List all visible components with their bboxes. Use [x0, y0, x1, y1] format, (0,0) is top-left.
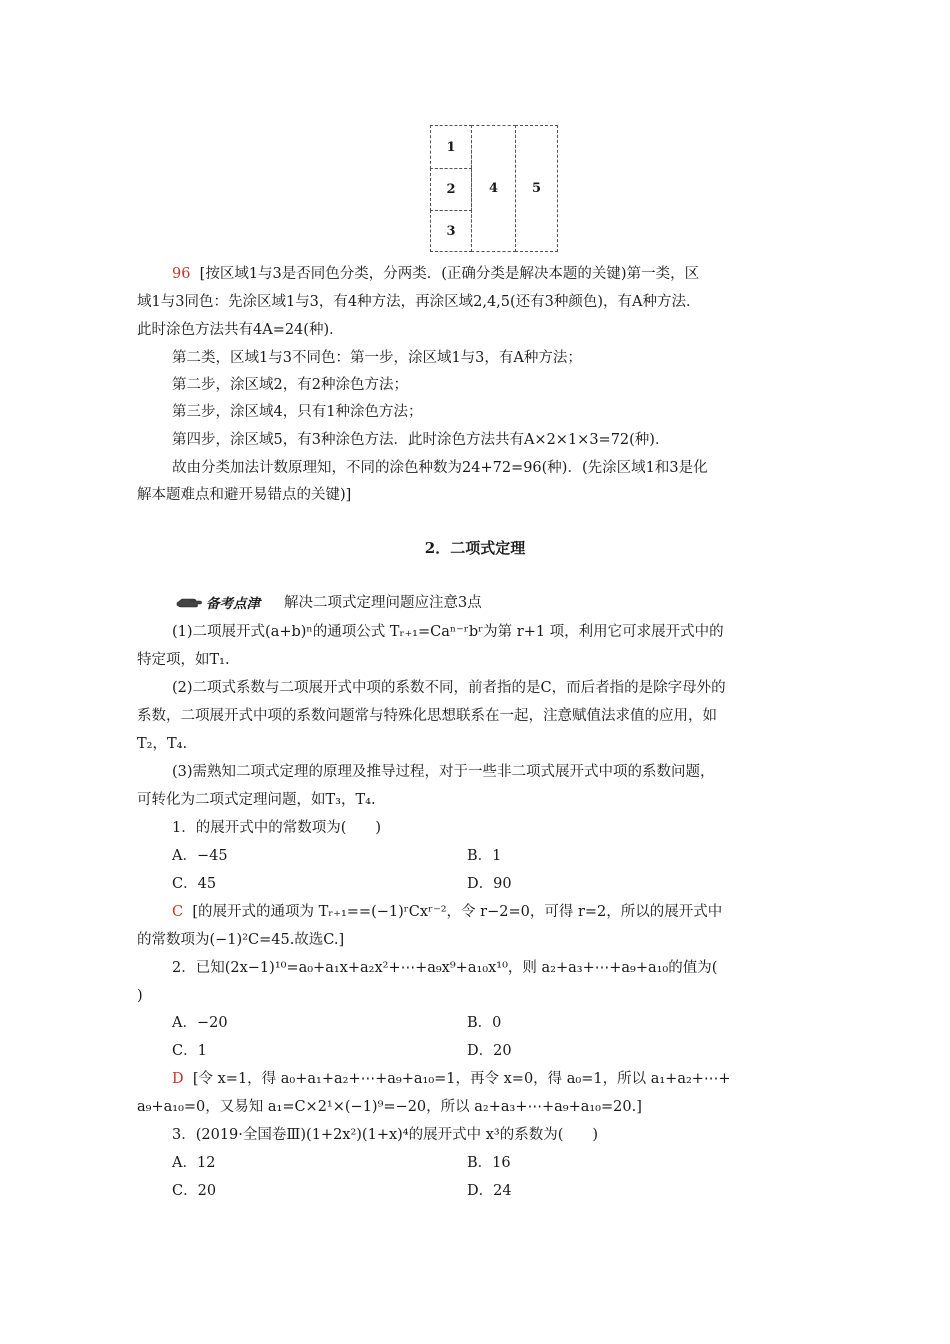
region-5	[515, 125, 558, 252]
region-3	[430, 210, 472, 252]
tip-p3b: 可转化为二项式定理问题，如T₃，T₄.	[137, 792, 376, 808]
answer1-line1	[172, 264, 699, 284]
q2-option-c: C．1	[172, 1043, 207, 1059]
q3-option-d: D．24	[467, 1183, 512, 1199]
section-title: 2．二项式定理	[424, 539, 526, 557]
answer1-line7: 第四步，涂区域5，有3种涂色方法．此时涂色方法共有A×2×1×3=72(种)．	[172, 432, 670, 448]
tip-header	[176, 591, 482, 612]
answer1-line8: 故由分类加法计数原理知，不同的涂色种数为24+72=96(种)．(先涂区域1和3是化	[172, 460, 708, 476]
q2-option-d: D．20	[467, 1043, 512, 1059]
answer1-text1: [按区域1与3是否同色分类，分两类．(正确分类是解决本题的关键)第一类，区	[199, 266, 700, 282]
tip-p2a: (2)二项式系数与二项展开式中项的系数不同，前者指的是C，而后者指的是除字母外的	[172, 680, 726, 696]
q1-option-d: D．90	[467, 876, 512, 892]
tip-label: 备考点津	[206, 595, 260, 612]
tip-p1b: 特定项，如T₁.	[137, 652, 230, 668]
q1-solution-line2: 的常数项为(−1)²C=45.故选C.]	[137, 932, 345, 948]
q1-answer: C	[172, 904, 184, 920]
answer1-line6: 第三步，涂区域4，只有1种涂色方法；	[172, 404, 423, 420]
q3-option-b: B．16	[467, 1155, 511, 1171]
tip-p3a: (3)需熟知二项式定理的原理及推导过程，对于一些非二项式展开式中项的系数问题，	[172, 764, 715, 780]
q2-stem-line1: 2．已知(2x−1)¹⁰=a₀+a₁x+a₂x²+⋯+a₉x⁹+a₁₀x¹⁰，则 a₂+a₃+⋯+a₉+a₁₀的值为(	[172, 960, 718, 976]
answer1-line9: 解本题难点和避开易错点的关键)]	[137, 487, 352, 503]
region-2	[430, 168, 472, 211]
q3-option-c: C．20	[172, 1183, 217, 1199]
region-diagram	[430, 125, 558, 252]
q2-option-a: A．−20	[172, 1015, 228, 1031]
q3-stem: 3．(2019·全国卷Ⅲ)(1+2x²)(1+x)⁴的展开式中 x³的系数为( )	[172, 1127, 599, 1143]
region-1-label: 1	[446, 139, 456, 155]
pointing-hand-icon	[176, 594, 202, 610]
q2-stem-line2: )	[137, 988, 143, 1004]
region-3-label: 3	[446, 223, 456, 239]
q1-solution-line1	[172, 902, 722, 922]
answer1-line3: 此时涂色方法共有4A=24(种)．	[137, 322, 344, 338]
region-5-label: 5	[531, 181, 542, 196]
q3-option-a: A．12	[172, 1155, 216, 1171]
tip-p2c: T₂，T₄.	[137, 736, 188, 752]
tip-p1a: (1)二项展开式(a+b)ⁿ的通项公式 Tᵣ₊₁=Caⁿ⁻ʳbʳ为第 r+1 项，利用它可求展开式中的	[172, 624, 724, 640]
q2-solution-text1: [令 x=1，得 a₀+a₁+a₂+⋯+a₉+a₁₀=1，再令 x=0，得 a₀=1，所以 a₁+a₂+⋯+	[192, 1071, 731, 1087]
region-4-label: 4	[488, 181, 499, 196]
q1-stem: 1．的展开式中的常数项为( )	[172, 820, 382, 836]
q2-option-b: B．0	[467, 1015, 502, 1031]
region-1	[430, 125, 472, 169]
q1-option-b: B．1	[467, 848, 502, 864]
q1-option-c: C．45	[172, 876, 217, 892]
q1-solution-text1: [的展开式的通项为 Tᵣ₊₁==(−1)ʳCxʳ⁻²，令 r−2=0，可得 r=2，所以的展开式中	[192, 904, 723, 920]
region-4	[471, 125, 516, 252]
answer1-line4: 第二类，区域1与3不同色：第一步，涂区域1与3，有A种方法；	[172, 350, 582, 366]
answer1-line5: 第二步，涂区域2，有2种涂色方法；	[172, 377, 408, 393]
tip-p2b: 系数，二项展开式中项的系数问题常与特殊化思想联系在一起，注意赋值法求值的应用，如	[137, 708, 717, 724]
q2-solution-line2: a₉+a₁₀=0，又易知 a₁=C×2¹×(−1)⁹=−20，所以 a₂+a₃+⋯+a₉+a₁₀=20.]	[137, 1099, 642, 1115]
q2-answer: D	[172, 1071, 184, 1087]
region-2-label: 2	[446, 182, 456, 197]
q2-solution-line1	[172, 1069, 731, 1089]
q1-option-a: A．−45	[172, 848, 228, 864]
answer1-line2: 域1与3同色：先涂区域1与3，有4种方法，再涂区域2,4,5(还有3种颜色)，有A种方法．	[137, 294, 701, 310]
tip-text: 解决二项式定理问题应注意3点	[284, 595, 482, 611]
answer1-key: 96	[172, 266, 191, 282]
